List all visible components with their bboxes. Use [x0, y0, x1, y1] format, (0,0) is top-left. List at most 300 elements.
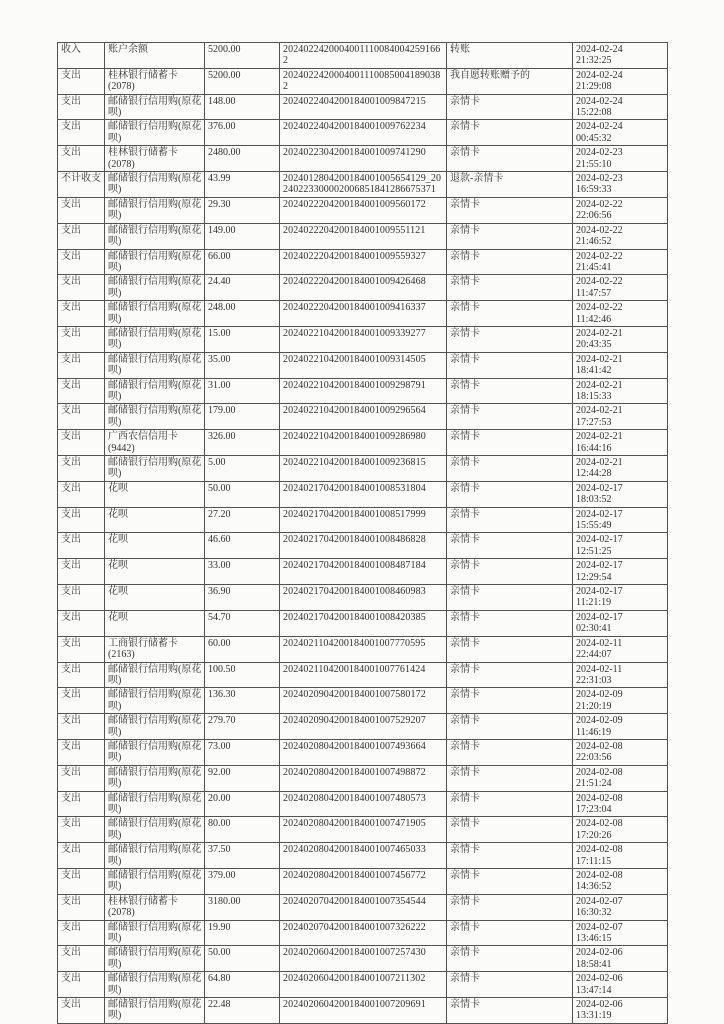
cell-transaction-id: 2024020804200184001007456772: [280, 869, 447, 895]
transaction-date: 2024-02-09: [576, 689, 623, 701]
table-row: [58, 120, 668, 146]
cell-account: 邮储银行信用购(原花呗): [105, 326, 205, 352]
cell-account: 广西农信信用卡(9442): [105, 430, 205, 456]
cell-amount: 80.00: [205, 817, 280, 843]
cell-datetime: [573, 817, 668, 843]
cell-transaction-id: 20240224200040011100840042591662: [280, 43, 447, 69]
transaction-time: 11:46:19: [576, 726, 612, 738]
cell-datetime: [573, 559, 668, 585]
cell-datetime: [573, 68, 668, 94]
cell-amount: 24.40: [205, 275, 280, 301]
table-row: [58, 430, 668, 456]
transaction-time: 16:44:16: [576, 442, 612, 454]
cell-type: 支出: [58, 326, 105, 352]
cell-note: 亲情卡: [447, 430, 573, 456]
transaction-date: 2024-02-17: [576, 586, 623, 598]
cell-datetime: [573, 946, 668, 972]
transaction-date: 2024-02-07: [576, 921, 623, 933]
table-row: [58, 404, 668, 430]
transaction-date: 2024-02-08: [576, 870, 623, 881]
cell-account: 花呗: [105, 610, 205, 636]
cell-type: 支出: [58, 301, 105, 327]
cell-note: 亲情卡: [447, 559, 573, 585]
cell-type: 支出: [58, 688, 105, 714]
cell-note: 亲情卡: [447, 404, 573, 430]
table-row: [58, 610, 668, 636]
cell-account: 邮储银行信用购(原花呗): [105, 275, 205, 301]
cell-amount: 64.80: [205, 972, 280, 998]
cell-note: 亲情卡: [447, 275, 573, 301]
cell-amount: 22.48: [205, 998, 280, 1024]
transaction-date: 2024-02-21: [576, 431, 623, 443]
cell-type: 支出: [58, 714, 105, 740]
transaction-date: 2024-02-24: [576, 95, 623, 107]
transaction-time: 17:11:15: [576, 855, 612, 867]
cell-datetime: [573, 481, 668, 507]
cell-amount: 60.00: [205, 636, 280, 662]
transaction-date: 2024-02-23: [576, 173, 623, 185]
cell-transaction-id: 2024021704200184001008460983: [280, 585, 447, 611]
table-row: [58, 636, 668, 662]
cell-amount: 136.30: [205, 688, 280, 714]
cell-type: 支出: [58, 146, 105, 172]
cell-account: 花呗: [105, 585, 205, 611]
cell-type: 支出: [58, 559, 105, 585]
table-row: [58, 946, 668, 972]
transaction-date: 2024-02-06: [576, 999, 623, 1011]
transaction-date: 2024-02-11: [576, 637, 623, 649]
cell-type: 支出: [58, 998, 105, 1024]
cell-account: 邮储银行信用购(原花呗): [105, 172, 205, 198]
cell-transaction-id: 2024022404200184001009762234: [280, 120, 447, 146]
table-row: [58, 662, 668, 688]
cell-datetime: [573, 172, 668, 198]
transaction-date: 2024-02-07: [576, 895, 623, 907]
cell-datetime: [573, 920, 668, 946]
cell-datetime: [573, 352, 668, 378]
cell-type: 支出: [58, 739, 105, 765]
transaction-date: 2024-02-22: [576, 198, 623, 210]
cell-type: 支出: [58, 817, 105, 843]
transaction-time: 17:27:53: [576, 416, 612, 428]
cell-datetime: [573, 998, 668, 1024]
transaction-date: 2024-02-08: [576, 740, 623, 752]
cell-amount: 5200.00: [205, 43, 280, 69]
cell-type: 支出: [58, 481, 105, 507]
cell-type: 支出: [58, 430, 105, 456]
transaction-date: 2024-02-23: [576, 147, 623, 159]
cell-datetime: [573, 507, 668, 533]
cell-account: 邮储银行信用购(原花呗): [105, 920, 205, 946]
transaction-time: 14:36:52: [576, 881, 612, 893]
cell-type: 支出: [58, 636, 105, 662]
cell-datetime: [573, 610, 668, 636]
transaction-time: 11:21:19: [576, 597, 612, 609]
cell-transaction-id: 2024020604200184001007211302: [280, 972, 447, 998]
cell-account: 花呗: [105, 559, 205, 585]
cell-amount: 5200.00: [205, 68, 280, 94]
cell-datetime: [573, 197, 668, 223]
transaction-date: 2024-02-11: [576, 663, 623, 675]
cell-datetime: [573, 430, 668, 456]
table-row: [58, 894, 668, 920]
table-row: [58, 972, 668, 998]
transaction-time: 21:29:08: [576, 81, 612, 93]
cell-type: 支出: [58, 378, 105, 404]
transaction-time: 15:55:49: [576, 520, 612, 532]
cell-note: 亲情卡: [447, 249, 573, 275]
cell-type: 支出: [58, 843, 105, 869]
cell-type: 支出: [58, 404, 105, 430]
transaction-time: 16:59:33: [576, 184, 612, 196]
transaction-time: 22:31:03: [576, 674, 612, 686]
cell-amount: 73.00: [205, 739, 280, 765]
transactions-table: [57, 42, 668, 1024]
cell-account: 邮储银行信用购(原花呗): [105, 869, 205, 895]
cell-transaction-id: 2024020704200184001007354544: [280, 894, 447, 920]
cell-note: 亲情卡: [447, 791, 573, 817]
transaction-time: 18:15:33: [576, 390, 612, 402]
cell-type: 支出: [58, 894, 105, 920]
cell-amount: 46.60: [205, 533, 280, 559]
cell-datetime: [573, 869, 668, 895]
cell-account: 邮储银行信用购(原花呗): [105, 791, 205, 817]
transaction-date: 2024-02-24: [576, 44, 623, 55]
cell-transaction-id: 2024012804200184001005654129_20240223300002006851841286675371: [280, 172, 447, 198]
cell-note: 亲情卡: [447, 585, 573, 611]
cell-note: 亲情卡: [447, 765, 573, 791]
transaction-time: 13:31:19: [576, 1010, 612, 1022]
cell-amount: 50.00: [205, 946, 280, 972]
cell-type: 支出: [58, 197, 105, 223]
transaction-time: 13:46:15: [576, 933, 612, 945]
cell-amount: 2480.00: [205, 146, 280, 172]
table-row: [58, 739, 668, 765]
cell-amount: 37.50: [205, 843, 280, 869]
cell-account: 邮储银行信用购(原花呗): [105, 662, 205, 688]
cell-note: 亲情卡: [447, 507, 573, 533]
table-row: [58, 68, 668, 94]
cell-type: 支出: [58, 791, 105, 817]
cell-datetime: [573, 378, 668, 404]
cell-transaction-id: 2024021704200184001008531804: [280, 481, 447, 507]
table-row: [58, 146, 668, 172]
cell-amount: 27.20: [205, 507, 280, 533]
cell-type: 支出: [58, 920, 105, 946]
cell-datetime: [573, 146, 668, 172]
transaction-date: 2024-02-08: [576, 792, 623, 804]
cell-amount: 179.00: [205, 404, 280, 430]
cell-note: 亲情卡: [447, 972, 573, 998]
cell-amount: 33.00: [205, 559, 280, 585]
cell-account: 桂林银行储蓄卡(2078): [105, 68, 205, 94]
cell-amount: 15.00: [205, 326, 280, 352]
cell-amount: 376.00: [205, 120, 280, 146]
cell-amount: 66.00: [205, 249, 280, 275]
cell-amount: 148.00: [205, 94, 280, 120]
transaction-time: 15:22:08: [576, 107, 612, 119]
transaction-time: 21:55:10: [576, 158, 612, 170]
table-row: [58, 301, 668, 327]
cell-amount: 31.00: [205, 378, 280, 404]
cell-note: 亲情卡: [447, 610, 573, 636]
cell-note: 亲情卡: [447, 946, 573, 972]
cell-note: 亲情卡: [447, 456, 573, 482]
cell-type: 支出: [58, 610, 105, 636]
transaction-time: 20:43:35: [576, 339, 612, 351]
cell-transaction-id: 2024020804200184001007480573: [280, 791, 447, 817]
cell-type: 支出: [58, 94, 105, 120]
cell-datetime: [573, 688, 668, 714]
transaction-date: 2024-02-22: [576, 224, 623, 236]
transaction-time: 21:45:41: [576, 261, 612, 273]
cell-account: 邮储银行信用购(原花呗): [105, 249, 205, 275]
table-row: [58, 507, 668, 533]
cell-amount: 100.50: [205, 662, 280, 688]
cell-type: 支出: [58, 533, 105, 559]
cell-type: 收入: [58, 43, 105, 69]
cell-amount: 149.00: [205, 223, 280, 249]
cell-account: 桂林银行储蓄卡(2078): [105, 146, 205, 172]
table-row: [58, 714, 668, 740]
cell-type: 支出: [58, 68, 105, 94]
cell-note: 亲情卡: [447, 998, 573, 1024]
cell-note: 亲情卡: [447, 739, 573, 765]
cell-type: 支出: [58, 869, 105, 895]
cell-datetime: [573, 765, 668, 791]
transaction-time: 21:46:52: [576, 236, 612, 248]
transaction-time: 00:45:32: [576, 132, 612, 144]
transaction-time: 21:32:25: [576, 55, 612, 67]
cell-transaction-id: 2024021704200184001008486828: [280, 533, 447, 559]
cell-note: 亲情卡: [447, 869, 573, 895]
cell-amount: 5.00: [205, 456, 280, 482]
transaction-time: 12:29:54: [576, 571, 612, 583]
transaction-time: 18:58:41: [576, 958, 612, 970]
cell-transaction-id: 2024020804200184001007465033: [280, 843, 447, 869]
table-row: [58, 352, 668, 378]
cell-note: 亲情卡: [447, 352, 573, 378]
cell-note: 亲情卡: [447, 146, 573, 172]
table-row: [58, 378, 668, 404]
transaction-time: 11:47:57: [576, 287, 612, 299]
cell-account: 邮储银行信用购(原花呗): [105, 843, 205, 869]
transaction-date: 2024-02-17: [576, 508, 623, 520]
transaction-time: 12:51:25: [576, 545, 612, 557]
transaction-time: 16:30:32: [576, 907, 612, 919]
cell-account: 邮储银行信用购(原花呗): [105, 688, 205, 714]
cell-amount: 3180.00: [205, 894, 280, 920]
transaction-time: 18:03:52: [576, 494, 612, 506]
transaction-time: 21:51:24: [576, 778, 612, 790]
cell-type: 支出: [58, 507, 105, 533]
cell-transaction-id: 2024022204200184001009551121: [280, 223, 447, 249]
cell-transaction-id: 2024021704200184001008487184: [280, 559, 447, 585]
cell-account: 邮储银行信用购(原花呗): [105, 301, 205, 327]
transaction-date: 2024-02-17: [576, 611, 623, 623]
cell-transaction-id: 2024020804200184001007498872: [280, 765, 447, 791]
table-row: [58, 94, 668, 120]
cell-note: 亲情卡: [447, 94, 573, 120]
transaction-date: 2024-02-24: [576, 121, 623, 133]
cell-account: 邮储银行信用购(原花呗): [105, 714, 205, 740]
transaction-time: 17:23:04: [576, 803, 612, 815]
cell-account: 邮储银行信用购(原花呗): [105, 197, 205, 223]
cell-note: 亲情卡: [447, 688, 573, 714]
cell-transaction-id: 2024022104200184001009296564: [280, 404, 447, 430]
cell-transaction-id: 2024021704200184001008517999: [280, 507, 447, 533]
cell-account: 邮储银行信用购(原花呗): [105, 352, 205, 378]
cell-transaction-id: 2024022104200184001009236815: [280, 456, 447, 482]
cell-transaction-id: 2024022204200184001009416337: [280, 301, 447, 327]
cell-transaction-id: 2024022404200184001009847215: [280, 94, 447, 120]
cell-transaction-id: 20240224200040011100850041890382: [280, 68, 447, 94]
transaction-date: 2024-02-08: [576, 818, 623, 830]
cell-transaction-id: 2024020904200184001007529207: [280, 714, 447, 740]
cell-amount: 92.00: [205, 765, 280, 791]
cell-account: 邮储银行信用购(原花呗): [105, 120, 205, 146]
cell-datetime: [573, 791, 668, 817]
transaction-time: 17:20:26: [576, 829, 612, 841]
cell-type: 支出: [58, 946, 105, 972]
transaction-time: 12:44:28: [576, 468, 612, 480]
cell-datetime: [573, 43, 668, 69]
transaction-time: 13:47:14: [576, 984, 612, 996]
table-row: [58, 869, 668, 895]
table-row: [58, 275, 668, 301]
cell-type: 支出: [58, 972, 105, 998]
cell-transaction-id: 2024022104200184001009339277: [280, 326, 447, 352]
cell-amount: 50.00: [205, 481, 280, 507]
transaction-date: 2024-02-21: [576, 327, 623, 339]
cell-datetime: [573, 223, 668, 249]
cell-datetime: [573, 636, 668, 662]
cell-transaction-id: 2024022304200184001009741290: [280, 146, 447, 172]
cell-account: 桂林银行储蓄卡(2078): [105, 894, 205, 920]
cell-type: 支出: [58, 352, 105, 378]
cell-amount: 279.70: [205, 714, 280, 740]
table-row: [58, 585, 668, 611]
cell-note: 亲情卡: [447, 223, 573, 249]
transaction-date: 2024-02-21: [576, 353, 623, 365]
cell-account: 邮储银行信用购(原花呗): [105, 378, 205, 404]
cell-note: 亲情卡: [447, 197, 573, 223]
table-row: [58, 791, 668, 817]
cell-datetime: [573, 585, 668, 611]
table-row: [58, 998, 668, 1024]
transaction-time: 11:42:46: [576, 313, 612, 325]
cell-account: 邮储银行信用购(原花呗): [105, 817, 205, 843]
table-row: [58, 223, 668, 249]
cell-transaction-id: 2024020804200184001007471905: [280, 817, 447, 843]
cell-account: 邮储银行信用购(原花呗): [105, 223, 205, 249]
cell-account: 邮储银行信用购(原花呗): [105, 404, 205, 430]
cell-amount: 326.00: [205, 430, 280, 456]
cell-account: 邮储银行信用购(原花呗): [105, 946, 205, 972]
cell-note: 退款-亲情卡: [447, 172, 573, 198]
transactions-table-body: [58, 43, 668, 1024]
cell-note: 亲情卡: [447, 481, 573, 507]
cell-datetime: [573, 662, 668, 688]
cell-datetime: [573, 739, 668, 765]
cell-datetime: [573, 972, 668, 998]
cell-account: 邮储银行信用购(原花呗): [105, 456, 205, 482]
cell-amount: 379.00: [205, 869, 280, 895]
table-row: [58, 197, 668, 223]
cell-note: 亲情卡: [447, 817, 573, 843]
cell-account: 工商银行储蓄卡(2163): [105, 636, 205, 662]
cell-account: 花呗: [105, 481, 205, 507]
transaction-date: 2024-02-06: [576, 973, 623, 985]
cell-account: 花呗: [105, 533, 205, 559]
transaction-time: 18:41:42: [576, 365, 612, 377]
cell-note: 亲情卡: [447, 714, 573, 740]
cell-account: 邮储银行信用购(原花呗): [105, 739, 205, 765]
cell-type: 支出: [58, 223, 105, 249]
cell-datetime: [573, 843, 668, 869]
transaction-time: 22:44:07: [576, 649, 612, 661]
cell-transaction-id: 2024020904200184001007580172: [280, 688, 447, 714]
cell-amount: 248.00: [205, 301, 280, 327]
cell-account: 邮储银行信用购(原花呗): [105, 972, 205, 998]
cell-note: 亲情卡: [447, 662, 573, 688]
transaction-date: 2024-02-17: [576, 560, 623, 572]
transaction-date: 2024-02-22: [576, 276, 623, 288]
transaction-date: 2024-02-21: [576, 405, 623, 417]
transaction-time: 22:03:56: [576, 752, 612, 764]
cell-datetime: [573, 275, 668, 301]
cell-datetime: [573, 714, 668, 740]
cell-account: 邮储银行信用购(原花呗): [105, 765, 205, 791]
cell-type: 支出: [58, 249, 105, 275]
table-row: [58, 765, 668, 791]
cell-account: 邮储银行信用购(原花呗): [105, 998, 205, 1024]
cell-type: 不计收支: [58, 172, 105, 198]
transaction-time: 21:20:19: [576, 700, 612, 712]
cell-transaction-id: 2024022104200184001009286980: [280, 430, 447, 456]
cell-datetime: [573, 533, 668, 559]
cell-note: 亲情卡: [447, 378, 573, 404]
cell-type: 支出: [58, 585, 105, 611]
transaction-date: 2024-02-08: [576, 844, 623, 856]
cell-transaction-id: 2024021104200184001007761424: [280, 662, 447, 688]
cell-note: 亲情卡: [447, 843, 573, 869]
transaction-date: 2024-02-21: [576, 457, 623, 468]
cell-transaction-id: 2024022204200184001009560172: [280, 197, 447, 223]
table-row: [58, 533, 668, 559]
cell-account: 账户余额: [105, 43, 205, 69]
transaction-time: 02:30:41: [576, 623, 612, 635]
cell-transaction-id: 2024020604200184001007257430: [280, 946, 447, 972]
cell-transaction-id: 2024021104200184001007770595: [280, 636, 447, 662]
cell-account: 花呗: [105, 507, 205, 533]
cell-transaction-id: 2024022204200184001009426468: [280, 275, 447, 301]
cell-datetime: [573, 894, 668, 920]
transaction-date: 2024-02-22: [576, 250, 623, 262]
transaction-date: 2024-02-09: [576, 715, 623, 727]
cell-transaction-id: 2024020804200184001007493664: [280, 739, 447, 765]
table-row: [58, 172, 668, 198]
transaction-time: 22:06:56: [576, 210, 612, 222]
transaction-date: 2024-02-17: [576, 534, 623, 546]
cell-amount: 43.99: [205, 172, 280, 198]
table-row: [58, 920, 668, 946]
cell-amount: 19.90: [205, 920, 280, 946]
cell-datetime: [573, 326, 668, 352]
table-row: [58, 326, 668, 352]
cell-note: 亲情卡: [447, 636, 573, 662]
table-row: [58, 688, 668, 714]
